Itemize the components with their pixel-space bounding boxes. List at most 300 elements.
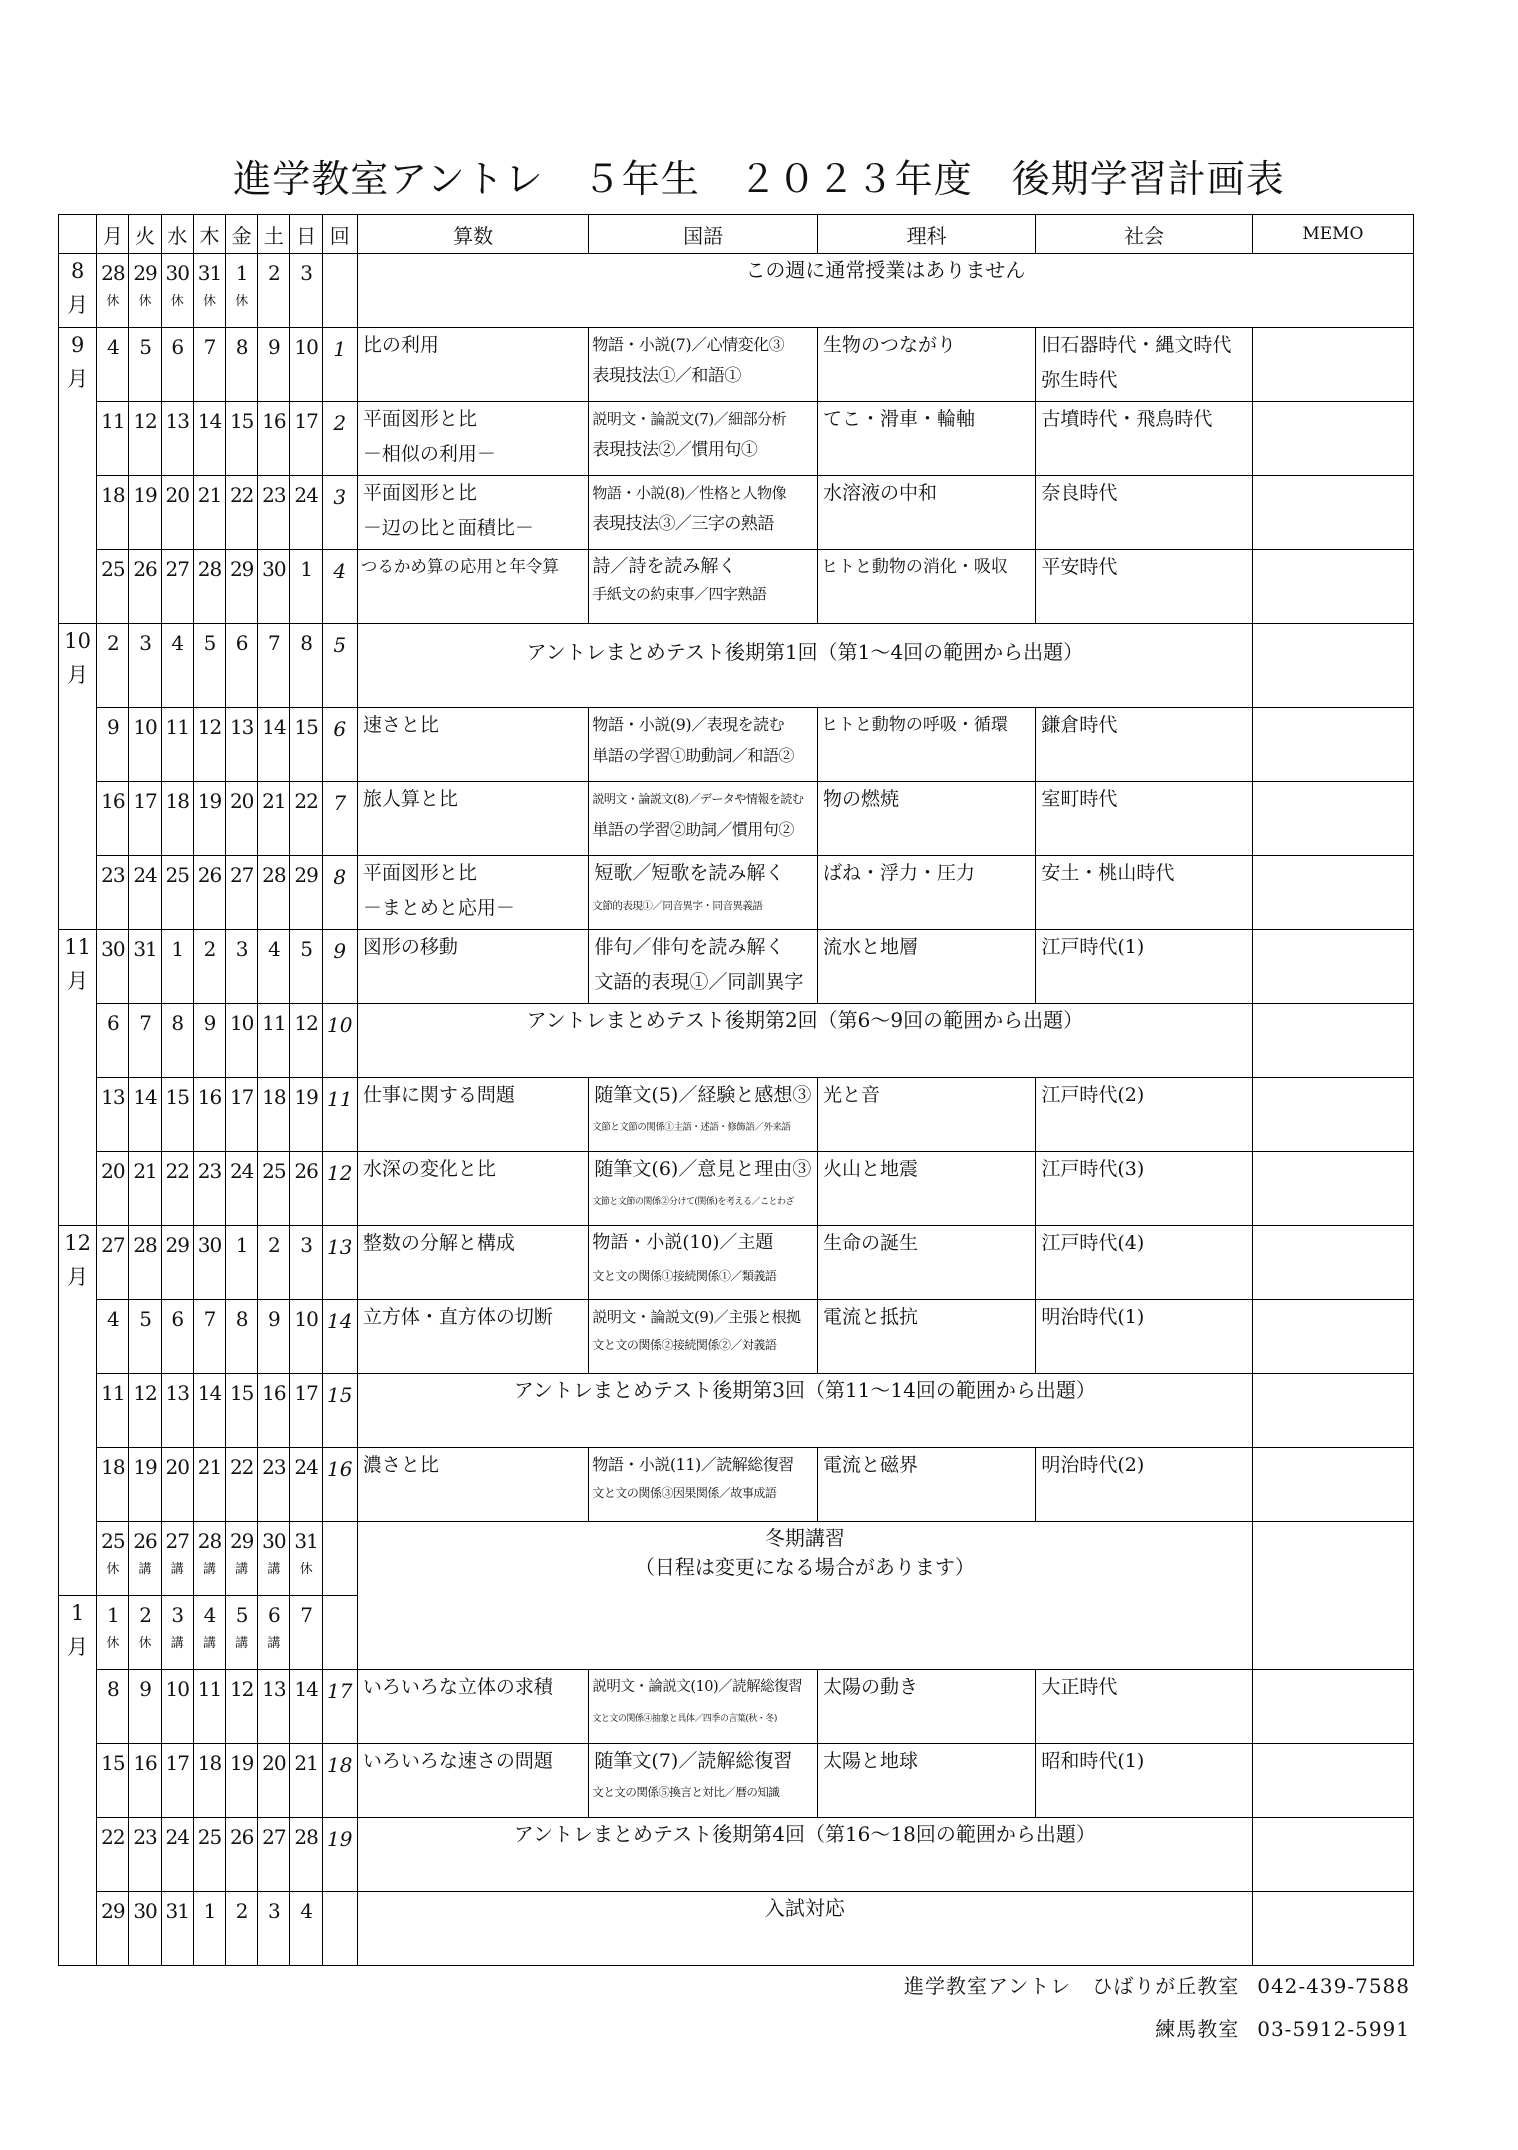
day-cell: 24 [290, 476, 322, 550]
day-cell: 7 [258, 624, 290, 708]
japanese-cell: 説明文・論説文(8)／データや情報を読む 単語の学習②助詞／慣用句② [589, 782, 818, 856]
kai-cell: 16 [322, 1448, 357, 1522]
week-row [59, 1670, 1414, 1744]
day-cell: 19 [290, 1078, 322, 1152]
day-cell: 2 休 [129, 1596, 161, 1670]
kai-cell: 5 [322, 624, 357, 708]
memo-cell [1252, 550, 1413, 624]
math-cell: いろいろな速さの問題 [357, 1744, 589, 1818]
day-cell: 28 休 [97, 254, 129, 328]
social-cell: 明治時代(1) [1036, 1300, 1252, 1374]
day-cell: 19 [129, 1448, 161, 1522]
header-row [59, 215, 1414, 254]
japanese-cell: 説明文・論説文(9)／主張と根拠 文と文の関係②接続関係②／対義語 [589, 1300, 818, 1374]
kai-cell: 1 [322, 328, 357, 402]
day-cell: 19 [193, 782, 225, 856]
math-cell: いろいろな立体の求積 [357, 1670, 589, 1744]
day-cell: 29 [97, 1892, 129, 1966]
day-cell: 1 休 [226, 254, 258, 328]
day-cell: 18 [258, 1078, 290, 1152]
japanese-cell: 物語・小説(7)／心情変化③ 表現技法①／和語① [589, 328, 818, 402]
day-cell: 25 休 [97, 1522, 129, 1596]
kai-cell: 11 [322, 1078, 357, 1152]
day-cell: 13 [258, 1670, 290, 1744]
kai-cell: 19 [322, 1818, 357, 1892]
day-cell: 17 [290, 402, 322, 476]
winter-course [357, 1522, 1252, 1670]
science-cell: ヒトと動物の呼吸・循環 [817, 708, 1035, 782]
social-cell: 旧石器時代・縄文時代 弥生時代 [1036, 328, 1252, 402]
winter-course-note: （日程は変更になる場合があります） [634, 1555, 975, 1579]
summary-test-4: アントレまとめテスト後期第4回（第16～18回の範囲から出題） [357, 1818, 1252, 1892]
week-row [59, 1744, 1414, 1818]
memo-cell [1252, 1522, 1413, 1670]
day-cell: 21 [129, 1152, 161, 1226]
math-cell: 比の利用 [357, 328, 589, 402]
day-cell: 10 [290, 328, 322, 402]
day-cell: 3 [290, 254, 322, 328]
social-cell: 鎌倉時代 [1036, 708, 1252, 782]
header-math: 算数 [357, 215, 589, 254]
memo-cell [1252, 1670, 1413, 1744]
day-cell: 23 [129, 1818, 161, 1892]
day-cell: 20 [258, 1744, 290, 1818]
science-cell: ヒトと動物の消化・吸収 [817, 550, 1035, 624]
day-cell: 21 [258, 782, 290, 856]
day-cell: 18 [97, 476, 129, 550]
kai-cell: 13 [322, 1226, 357, 1300]
kai-cell [322, 254, 357, 328]
header-sat: 土 [258, 215, 290, 254]
memo-cell [1252, 1374, 1413, 1448]
math-cell: 図形の移動 [357, 930, 589, 1004]
month-sep: 9 月 [59, 328, 97, 624]
kai-cell: 2 [322, 402, 357, 476]
footer-phone-1: 042-439-7588 [1257, 1974, 1410, 1998]
day-cell: 13 [97, 1078, 129, 1152]
day-cell: 22 [161, 1152, 193, 1226]
week-row [59, 402, 1414, 476]
day-cell: 29 [290, 856, 322, 930]
kai-cell: 15 [322, 1374, 357, 1448]
day-cell: 15 [161, 1078, 193, 1152]
day-cell: 15 [226, 402, 258, 476]
day-cell: 9 [258, 328, 290, 402]
day-cell: 23 [258, 476, 290, 550]
day-cell: 24 [161, 1818, 193, 1892]
japanese-cell: 物語・小説(11)／読解総復習 文と文の関係③因果関係／故事成語 [589, 1448, 818, 1522]
day-cell: 6 講 [258, 1596, 290, 1670]
day-cell: 1 [290, 550, 322, 624]
day-cell: 26 講 [129, 1522, 161, 1596]
day-cell: 10 [161, 1670, 193, 1744]
social-cell: 明治時代(2) [1036, 1448, 1252, 1522]
memo-cell [1252, 1892, 1413, 1966]
header-fri: 金 [226, 215, 258, 254]
social-cell: 安土・桃山時代 [1036, 856, 1252, 930]
day-cell: 11 [193, 1670, 225, 1744]
kai-cell: 14 [322, 1300, 357, 1374]
day-cell: 30 講 [258, 1522, 290, 1596]
kai-cell: 3 [322, 476, 357, 550]
day-cell: 4 [161, 624, 193, 708]
math-cell: 水深の変化と比 [357, 1152, 589, 1226]
day-cell: 26 [129, 550, 161, 624]
social-cell: 江戸時代(4) [1036, 1226, 1252, 1300]
social-cell: 平安時代 [1036, 550, 1252, 624]
header-social: 社会 [1036, 215, 1252, 254]
day-cell: 1 [161, 930, 193, 1004]
science-cell: 電流と抵抗 [817, 1300, 1035, 1374]
day-cell: 28 [129, 1226, 161, 1300]
footer-branch-name: 練馬教室 [1155, 2017, 1240, 2041]
day-cell: 15 [290, 708, 322, 782]
memo-cell [1252, 1078, 1413, 1152]
week-row [59, 1078, 1414, 1152]
day-cell: 11 [97, 402, 129, 476]
day-cell: 29 講 [226, 1522, 258, 1596]
day-cell: 4 [258, 930, 290, 1004]
day-cell: 27 [258, 1818, 290, 1892]
week-row [59, 1818, 1414, 1892]
day-cell: 16 [258, 402, 290, 476]
week-row [59, 550, 1414, 624]
day-cell: 17 [226, 1078, 258, 1152]
header-kai: 回 [322, 215, 357, 254]
kai-cell: 6 [322, 708, 357, 782]
month-aug: 8 月 [59, 254, 97, 328]
japanese-cell: 物語・小説(10)／主題 文と文の関係①接続関係①／類義語 [589, 1226, 818, 1300]
science-cell: ばね・浮力・圧力 [817, 856, 1035, 930]
day-cell: 23 [193, 1152, 225, 1226]
month-jan: 1 月 [59, 1596, 97, 1966]
science-cell: てこ・滑車・輪軸 [817, 402, 1035, 476]
day-cell: 2 [193, 930, 225, 1004]
day-cell: 4 [290, 1892, 322, 1966]
week-row [59, 1892, 1414, 1966]
day-cell: 23 [258, 1448, 290, 1522]
day-cell: 12 [290, 1004, 322, 1078]
math-cell: 立方体・直方体の切断 [357, 1300, 589, 1374]
day-cell: 13 [161, 402, 193, 476]
day-cell: 17 [290, 1374, 322, 1448]
day-cell: 14 [193, 1374, 225, 1448]
day-cell: 6 [161, 328, 193, 402]
winter-course-title: 冬期講習 [764, 1526, 845, 1550]
day-cell: 19 [226, 1744, 258, 1818]
kai-cell [322, 1596, 357, 1670]
study-plan-table [58, 214, 1414, 1966]
header-sun: 日 [290, 215, 322, 254]
week-row [59, 1522, 1414, 1596]
day-cell: 4 講 [193, 1596, 225, 1670]
day-cell: 15 [97, 1744, 129, 1818]
day-cell: 18 [97, 1448, 129, 1522]
day-cell: 24 [226, 1152, 258, 1226]
summary-test-3: アントレまとめテスト後期第3回（第11～14回の範囲から出題） [357, 1374, 1252, 1448]
page-title: 進学教室アントレ ５年生 ２０２３年度 後期学習計画表 [233, 157, 1285, 201]
day-cell: 6 [226, 624, 258, 708]
day-cell: 20 [226, 782, 258, 856]
header-wed: 水 [161, 215, 193, 254]
day-cell: 17 [129, 782, 161, 856]
social-cell: 奈良時代 [1036, 476, 1252, 550]
week-row [59, 708, 1414, 782]
japanese-cell: 随筆文(5)／経験と感想③ 文節と文節の関係①主語・述語・修飾語／外来語 [589, 1078, 818, 1152]
memo-cell [1252, 782, 1413, 856]
kai-cell [322, 1522, 357, 1596]
day-cell: 16 [97, 782, 129, 856]
day-cell: 23 [97, 856, 129, 930]
kai-cell: 4 [322, 550, 357, 624]
day-cell: 9 [193, 1004, 225, 1078]
day-cell: 7 [193, 328, 225, 402]
day-cell: 9 [129, 1670, 161, 1744]
science-cell: 電流と磁界 [817, 1448, 1035, 1522]
kai-cell: 8 [322, 856, 357, 930]
day-cell: 26 [226, 1818, 258, 1892]
day-cell: 7 [193, 1300, 225, 1374]
day-cell: 30 [129, 1892, 161, 1966]
header-japanese: 国語 [589, 215, 818, 254]
day-cell: 30 [258, 550, 290, 624]
header-thu: 木 [193, 215, 225, 254]
day-cell: 3 [258, 1892, 290, 1966]
month-dec: 12 月 [59, 1226, 97, 1596]
day-cell: 22 [290, 782, 322, 856]
day-cell: 22 [226, 1448, 258, 1522]
japanese-cell: 随筆文(6)／意見と理由③ 文節と文節の関係②分けて(関係)を考える／ことわざ [589, 1152, 818, 1226]
math-cell: 平面図形と比 －相似の利用－ [357, 402, 589, 476]
kai-cell: 7 [322, 782, 357, 856]
day-cell: 30 [193, 1226, 225, 1300]
day-cell: 14 [129, 1078, 161, 1152]
day-cell: 2 [97, 624, 129, 708]
day-cell: 12 [226, 1670, 258, 1744]
day-cell: 28 [290, 1818, 322, 1892]
week-row [59, 1300, 1414, 1374]
science-cell: 太陽と地球 [817, 1744, 1035, 1818]
week-row [59, 328, 1414, 402]
week-row [59, 624, 1414, 708]
social-cell: 江戸時代(2) [1036, 1078, 1252, 1152]
summary-test-2: アントレまとめテスト後期第2回（第6～9回の範囲から出題） [357, 1004, 1252, 1078]
day-cell: 27 講 [161, 1522, 193, 1596]
header-month-blank [59, 215, 97, 254]
day-cell: 3 [290, 1226, 322, 1300]
social-cell: 大正時代 [1036, 1670, 1252, 1744]
footer-school-contact [904, 1970, 1410, 1999]
day-cell: 10 [226, 1004, 258, 1078]
day-cell: 1 [193, 1892, 225, 1966]
day-cell: 16 [258, 1374, 290, 1448]
day-cell: 5 [129, 1300, 161, 1374]
japanese-cell: 短歌／短歌を読み解く 文節的表現①／同音異字・同音異義語 [589, 856, 818, 930]
day-cell: 25 [97, 550, 129, 624]
day-cell: 8 [226, 1300, 258, 1374]
day-cell: 12 [129, 402, 161, 476]
memo-cell [1252, 1448, 1413, 1522]
day-cell: 28 [193, 550, 225, 624]
week-row [59, 476, 1414, 550]
day-cell: 30 休 [161, 254, 193, 328]
memo-cell [1252, 1818, 1413, 1892]
day-cell: 30 [97, 930, 129, 1004]
day-cell: 8 [290, 624, 322, 708]
social-cell: 古墳時代・飛鳥時代 [1036, 402, 1252, 476]
day-cell: 5 [290, 930, 322, 1004]
week-row [59, 930, 1414, 1004]
month-nov: 11 月 [59, 930, 97, 1226]
day-cell: 21 [193, 476, 225, 550]
day-cell: 7 [129, 1004, 161, 1078]
social-cell: 昭和時代(1) [1036, 1744, 1252, 1818]
day-cell: 31 休 [290, 1522, 322, 1596]
day-cell: 8 [226, 328, 258, 402]
day-cell: 10 [290, 1300, 322, 1374]
day-cell: 21 [290, 1744, 322, 1818]
kai-cell: 10 [322, 1004, 357, 1078]
no-class-notice: この週に通常授業はありません [357, 254, 1413, 328]
week-row [59, 1152, 1414, 1226]
day-cell: 20 [161, 476, 193, 550]
day-cell: 27 [226, 856, 258, 930]
day-cell: 12 [129, 1374, 161, 1448]
day-cell: 4 [97, 328, 129, 402]
memo-cell [1252, 1226, 1413, 1300]
memo-cell [1252, 1300, 1413, 1374]
header-tue: 火 [129, 215, 161, 254]
week-row [59, 1226, 1414, 1300]
day-cell: 20 [161, 1448, 193, 1522]
day-cell: 10 [129, 708, 161, 782]
exam-prep: 入試対応 [357, 1892, 1252, 1966]
japanese-cell: 説明文・論説文(7)／細部分析 表現技法②／慣用句① [589, 402, 818, 476]
memo-cell [1252, 328, 1413, 402]
week-row [59, 1004, 1414, 1078]
day-cell: 21 [193, 1448, 225, 1522]
day-cell: 13 [161, 1374, 193, 1448]
day-cell: 24 [290, 1448, 322, 1522]
science-cell: 流水と地層 [817, 930, 1035, 1004]
memo-cell [1252, 856, 1413, 930]
day-cell: 1 休 [97, 1596, 129, 1670]
memo-cell [1252, 1744, 1413, 1818]
kai-cell: 12 [322, 1152, 357, 1226]
kai-cell: 9 [322, 930, 357, 1004]
day-cell: 26 [193, 856, 225, 930]
header-science: 理科 [817, 215, 1035, 254]
footer-phone-2: 03-5912-5991 [1257, 2017, 1410, 2041]
day-cell: 12 [193, 708, 225, 782]
day-cell: 29 [161, 1226, 193, 1300]
day-cell: 14 [258, 708, 290, 782]
day-cell: 5 [129, 328, 161, 402]
day-cell: 20 [97, 1152, 129, 1226]
science-cell: 太陽の動き [817, 1670, 1035, 1744]
day-cell: 7 [290, 1596, 322, 1670]
memo-cell [1252, 624, 1413, 708]
science-cell: 水溶液の中和 [817, 476, 1035, 550]
week-row [59, 1374, 1414, 1448]
day-cell: 25 [193, 1818, 225, 1892]
week-row [59, 1448, 1414, 1522]
day-cell: 27 [161, 550, 193, 624]
day-cell: 31 休 [193, 254, 225, 328]
kai-cell: 18 [322, 1744, 357, 1818]
memo-cell [1252, 930, 1413, 1004]
day-cell: 18 [193, 1744, 225, 1818]
day-cell: 13 [226, 708, 258, 782]
day-cell: 9 [258, 1300, 290, 1374]
day-cell: 2 [226, 1892, 258, 1966]
science-cell: 物の燃焼 [817, 782, 1035, 856]
memo-cell [1252, 402, 1413, 476]
math-cell: 旅人算と比 [357, 782, 589, 856]
day-cell: 2 [258, 254, 290, 328]
science-cell: 光と音 [817, 1078, 1035, 1152]
day-cell: 29 [226, 550, 258, 624]
japanese-cell: 説明文・論説文(10)／読解総復習 文と文の関係④抽象と具体／四季の言葉(秋・冬) [589, 1670, 818, 1744]
day-cell: 15 [226, 1374, 258, 1448]
day-cell: 18 [161, 782, 193, 856]
day-cell: 5 講 [226, 1596, 258, 1670]
day-cell: 11 [258, 1004, 290, 1078]
day-cell: 3 講 [161, 1596, 193, 1670]
science-cell: 生物のつながり [817, 328, 1035, 402]
day-cell: 26 [290, 1152, 322, 1226]
japanese-cell: 随筆文(7)／読解総復習 文と文の関係⑤換言と対比／暦の知識 [589, 1744, 818, 1818]
header-memo: MEMO [1252, 215, 1413, 254]
social-cell: 室町時代 [1036, 782, 1252, 856]
day-cell: 8 [161, 1004, 193, 1078]
footer-branch-contact [1155, 2013, 1410, 2042]
day-cell: 6 [161, 1300, 193, 1374]
memo-cell [1252, 1004, 1413, 1078]
day-cell: 11 [161, 708, 193, 782]
month-oct: 10 月 [59, 624, 97, 930]
day-cell: 16 [129, 1744, 161, 1818]
day-cell: 22 [97, 1818, 129, 1892]
math-cell: 平面図形と比 －まとめと応用－ [357, 856, 589, 930]
math-cell: つるかめ算の応用と年令算 [357, 550, 589, 624]
science-cell: 生命の誕生 [817, 1226, 1035, 1300]
day-cell: 6 [97, 1004, 129, 1078]
day-cell: 14 [290, 1670, 322, 1744]
memo-cell [1252, 1152, 1413, 1226]
japanese-cell: 物語・小説(8)／性格と人物像 表現技法③／三字の熟語 [589, 476, 818, 550]
day-cell: 25 [258, 1152, 290, 1226]
kai-cell [322, 1892, 357, 1966]
day-cell: 28 [258, 856, 290, 930]
footer-school-name: 進学教室アントレ ひばりが丘教室 [904, 1974, 1240, 1998]
day-cell: 3 [226, 930, 258, 1004]
day-cell: 8 [97, 1670, 129, 1744]
day-cell: 4 [97, 1300, 129, 1374]
week-row [59, 254, 1414, 328]
day-cell: 27 [97, 1226, 129, 1300]
day-cell: 24 [129, 856, 161, 930]
day-cell: 17 [161, 1744, 193, 1818]
day-cell: 3 [129, 624, 161, 708]
day-cell: 22 [226, 476, 258, 550]
day-cell: 2 [258, 1226, 290, 1300]
social-cell: 江戸時代(1) [1036, 930, 1252, 1004]
week-row [59, 856, 1414, 930]
header-mon: 月 [97, 215, 129, 254]
japanese-cell: 物語・小説(9)／表現を読む 単語の学習①助動詞／和語② [589, 708, 818, 782]
math-cell: 平面図形と比 －辺の比と面積比－ [357, 476, 589, 550]
